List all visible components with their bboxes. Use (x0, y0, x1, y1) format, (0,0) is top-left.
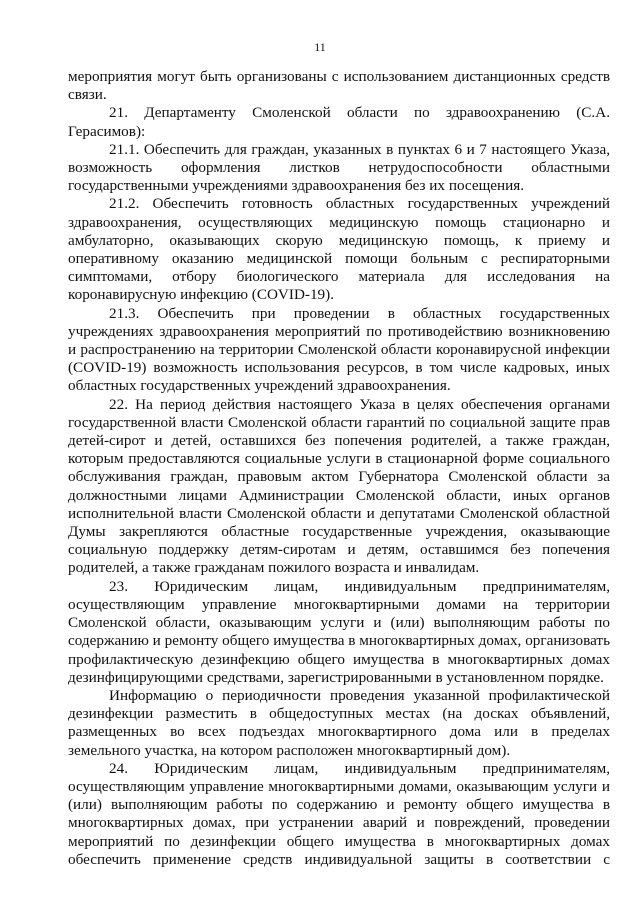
paragraph-24: 24. Юридическим лицам, индивидуальным предпринимателям, осуществляющим управление многоквартирными домами, оказывающим услуги и (или) выполняющим работы по содержанию и ремонту общего имущества в многоквартирных домах, при устранении аварий и повреждений, проведении мероприятий по дезинфекции общего имущества в многоквартирных домах обеспечить применение средств индивидуальной защиты в соответствии с (68, 759, 610, 868)
paragraph-23-info: Информацию о периодичности проведения указанной профилактической дезинфекции разместить в общедоступных местах (на досках объявлений, размещенных во всех подъездах многоквартирного дома или в пределах земельного участка, на котором расположен многоквартирный дом). (68, 686, 610, 759)
paragraph-21-2: 21.2. Обеспечить готовность областных государственных учреждений здравоохранения, осуществляющих медицинскую помощь стационарно и амбулаторно, оказывающих скорую медицинскую помощь, к приему и оперативному оказанию медицинской помощи больным с респираторными симптомами, отбору биологического материала для исследования на коронавирусную инфекцию (COVID-19). (68, 195, 610, 304)
page-number: 11 (314, 40, 326, 54)
document-body (68, 68, 610, 869)
paragraph-23: 23. Юридическим лицам, индивидуальным предпринимателям, осуществляющим управление многоквартирными домами на территории Смоленской области, оказывающим услуги и (или) выполняющим работы по содержанию и ремонту общего имущества в многоквартирных домах, организовать профилактическую дезинфекцию общего имущества в многоквартирных домах дезинфицирующими средствами, зарегистрированными в установленном порядке. (68, 577, 610, 686)
paragraph-21-1: 21.1. Обеспечить для граждан, указанных в пунктах 6 и 7 настоящего Указа, возможность оформления листков нетрудоспособности областными государственными учреждениями здравоохранения без их посещения. (68, 140, 610, 195)
paragraph-21-3: 21.3. Обеспечить при проведении в областных государственных учреждениях здравоохранения мероприятий по противодействию возникновению и распространению на территории Смоленской области коронавирусной инфекции (COVID-19) возможность использования ресурсов, в том числе кадровых, иных областных государственных учреждений здравоохранения. (68, 304, 610, 395)
paragraph-22: 22. На период действия настоящего Указа в целях обеспечения органами государственной власти Смоленской области гарантий по социальной защите прав детей-сирот и детей, оставшихся без попечения родителей, а также граждан, которым предоставляются социальные услуги в стационарной форме социального обслуживания граждан, правовым актом Губернатора Смоленской области за должностными лицами Администрации Смоленской области, иных органов исполнительной власти Смоленской области и депутатами Смоленской областной Думы закрепляются областные государственные учреждения, оказывающие социальную поддержку детям-сиротам и детям, оставшимся без попечения родителей, а также гражданам пожилого возраста и инвалидам. (68, 395, 610, 577)
paragraph-21: 21. Департаменту Смоленской области по здравоохранению (С.А. Герасимов): (68, 104, 610, 140)
paragraph-continuation: мероприятия могут быть организованы с использованием дистанционных средств связи. (68, 68, 610, 104)
